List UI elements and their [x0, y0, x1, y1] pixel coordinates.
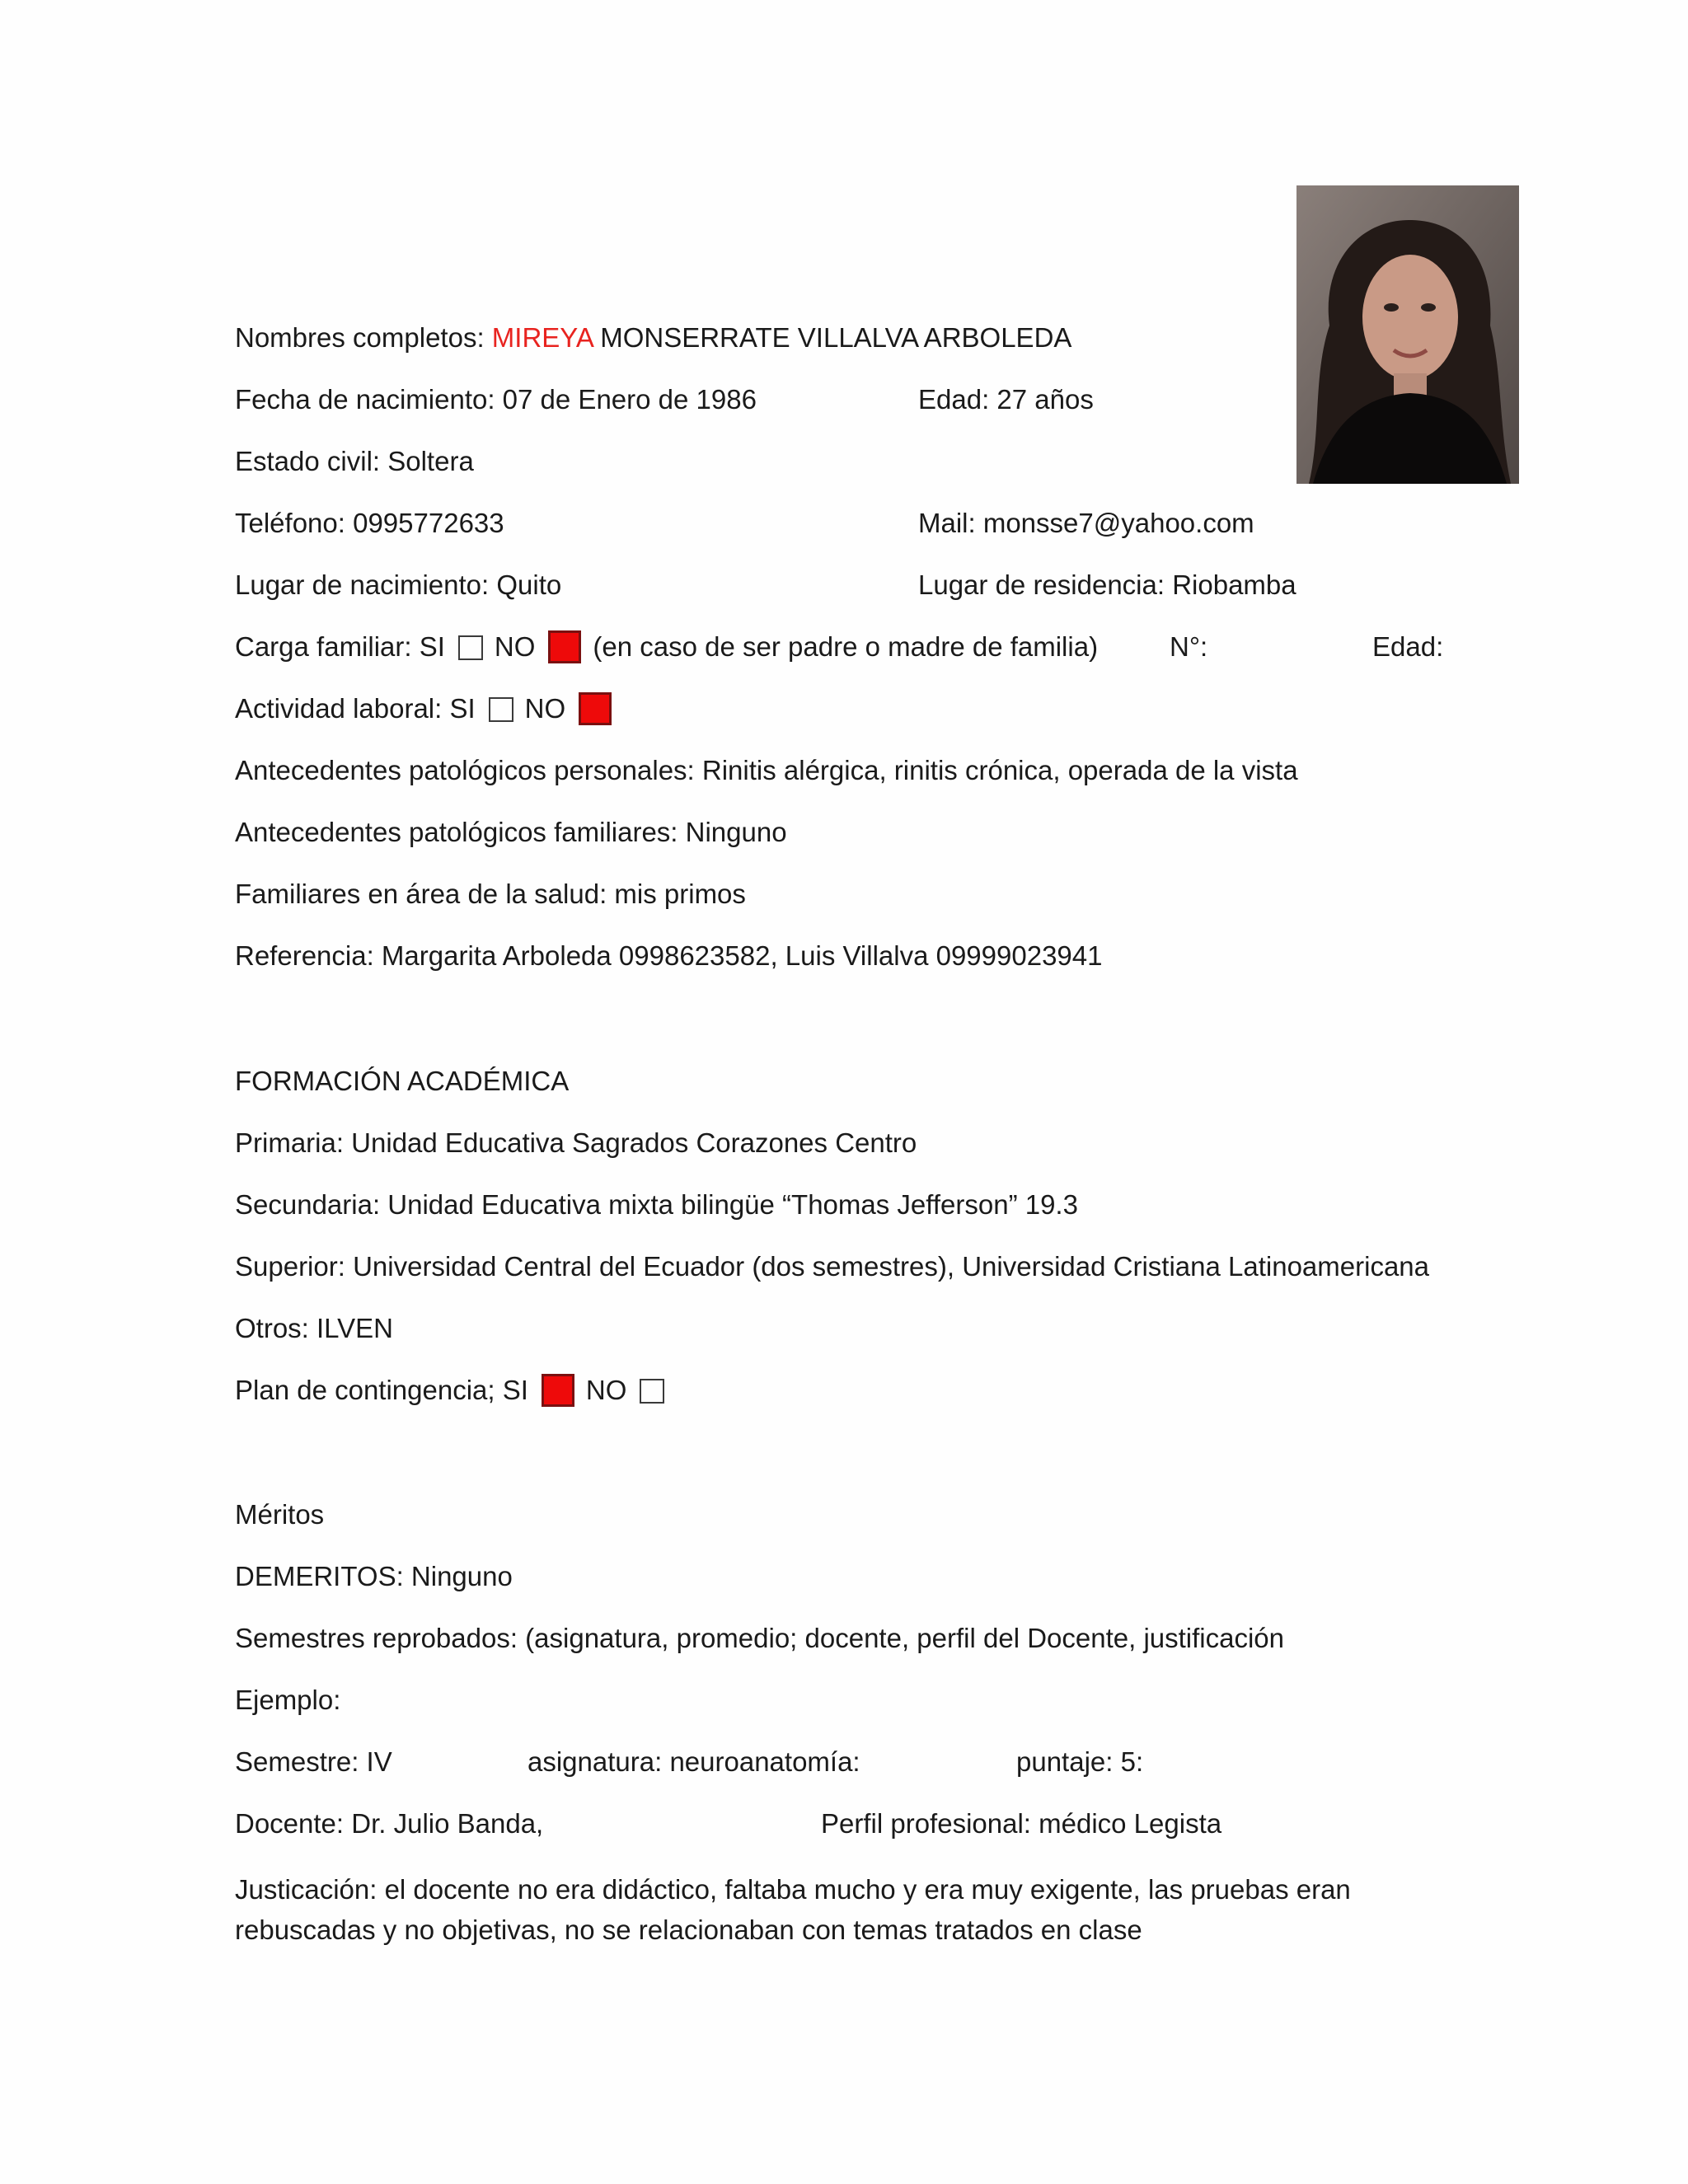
rest-of-name: MONSERRATE VILLALVA ARBOLEDA	[593, 322, 1072, 353]
first-name: MIREYA	[491, 322, 593, 353]
carga-familiar-si-checkbox[interactable]	[458, 635, 483, 660]
asignatura: asignatura: neuroanatomía:	[528, 1746, 860, 1777]
plan-contingencia-no-label: NO	[585, 1375, 627, 1405]
carga-familiar-no-label: NO	[494, 631, 536, 662]
semestre: Semestre: IV	[235, 1746, 392, 1777]
actividad-laboral-si-checkbox[interactable]	[489, 697, 513, 722]
demeritos: DEMERITOS: Ninguno	[235, 1561, 513, 1591]
antecedentes-familiares: Antecedentes patológicos familiares: Ninguno	[235, 817, 787, 847]
profile-photo	[1296, 185, 1519, 484]
actividad-laboral-label: Actividad laboral: SI	[235, 693, 476, 724]
puntaje: puntaje: 5:	[1016, 1746, 1144, 1777]
actividad-laboral-no-label: NO	[524, 693, 566, 724]
edad: Edad: 27 años	[918, 384, 1094, 415]
actividad-laboral	[235, 692, 623, 725]
primaria: Primaria: Unidad Educativa Sagrados Corazones Centro	[235, 1127, 917, 1158]
superior: Superior: Universidad Central del Ecuador (dos semestres), Universidad Cristiana Latinoamericana	[235, 1251, 1430, 1282]
mail: Mail: monsse7@yahoo.com	[918, 508, 1254, 538]
lugar-nacimiento: Lugar de nacimiento: Quito	[235, 569, 562, 600]
familiares-salud: Familiares en área de la salud: mis primos	[235, 879, 746, 909]
docente: Docente: Dr. Julio Banda,	[235, 1808, 544, 1839]
carga-familiar-edad: Edad:	[1372, 631, 1444, 662]
lugar-residencia: Lugar de residencia: Riobamba	[918, 569, 1296, 600]
secundaria: Secundaria: Unidad Educativa mixta bilingüe “Thomas Jefferson” 19.3	[235, 1189, 1078, 1220]
carga-familiar-note: (en caso de ser padre o madre de familia)	[593, 631, 1099, 662]
carga-familiar	[235, 630, 1098, 663]
otros: Otros: ILVEN	[235, 1313, 393, 1343]
telefono: Teléfono: 0995772633	[235, 508, 504, 538]
nombres-completos	[235, 321, 1071, 354]
justificacion: Justicación: el docente no era didáctico, faltaba mucho y era muy exigente, las pruebas eran rebuscadas y no objetivas, no se relacionaban con temas tratados en clase	[235, 1874, 1351, 1945]
plan-contingencia	[235, 1374, 676, 1407]
plan-contingencia-no-checkbox[interactable]	[640, 1379, 664, 1404]
referencia: Referencia: Margarita Arboleda 0998623582, Luis Villalva 09999023941	[235, 940, 1103, 971]
actividad-laboral-no-checkbox[interactable]	[579, 692, 612, 725]
plan-contingencia-label: Plan de contingencia; SI	[235, 1375, 528, 1405]
ejemplo: Ejemplo:	[235, 1685, 341, 1715]
semestres-reprobados: Semestres reprobados: (asignatura, promedio; docente, perfil del Docente, justificación	[235, 1623, 1285, 1653]
carga-familiar-no-checkbox[interactable]	[548, 630, 581, 663]
perfil-profesional: Perfil profesional: médico Legista	[821, 1808, 1222, 1839]
antecedentes-personales: Antecedentes patológicos personales: Rinitis alérgica, rinitis crónica, operada de la vista	[235, 755, 1298, 785]
formacion-title: FORMACIÓN ACADÉMICA	[235, 1066, 570, 1096]
meritos-title: Méritos	[235, 1499, 325, 1530]
plan-contingencia-si-checkbox[interactable]	[542, 1374, 574, 1407]
fecha-nacimiento: Fecha de nacimiento: 07 de Enero de 1986	[235, 384, 757, 415]
estado-civil: Estado civil: Soltera	[235, 446, 474, 476]
portrait-image	[1296, 185, 1519, 484]
carga-familiar-label: Carga familiar: SI	[235, 631, 445, 662]
carga-familiar-numero: N°:	[1170, 631, 1208, 662]
nombres-label: Nombres completos:	[235, 322, 492, 353]
